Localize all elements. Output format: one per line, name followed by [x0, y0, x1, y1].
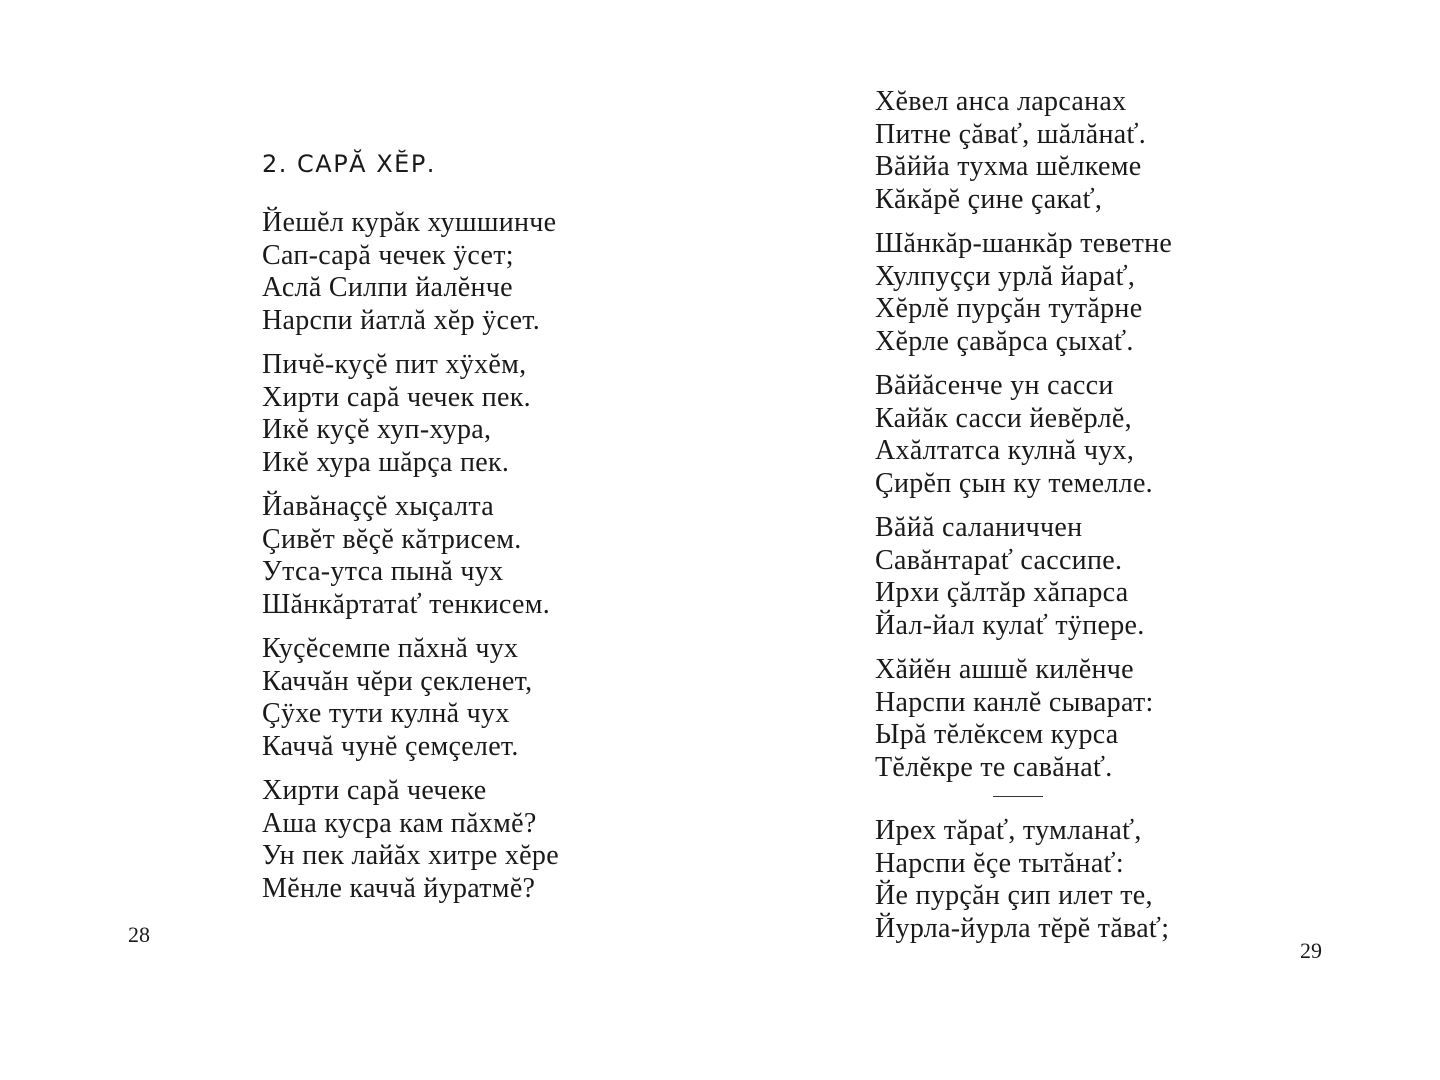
poem-line: Хĕрле çавăрса çыхаť. — [875, 325, 1134, 357]
poem-line: Ахăлтатса кулнă чух, — [875, 435, 1135, 466]
poem-line: Икĕ хура шăрçа пек. — [262, 446, 510, 478]
poem-line: Мĕнле каччă йуратмĕ? — [262, 872, 536, 904]
poem-line: Каччăн чĕри çекленет, — [262, 665, 533, 697]
poem-line: Вăйăсенче ун сасси — [875, 370, 1114, 401]
stanza — [875, 228, 1172, 358]
stanza — [262, 207, 559, 337]
poem-line: Савăнтараť сассипе. — [875, 544, 1123, 576]
stanza — [875, 815, 1172, 945]
poem-line: Ун пек лайăх хитре хĕре — [262, 840, 559, 871]
poem-line: Çивĕт вĕçĕ кăтрисем. — [262, 523, 522, 555]
poem-line: Кайăк сасси йевĕрлĕ, — [875, 402, 1132, 434]
poem-line: Шăнкăр-шанкăр теветне — [875, 228, 1173, 259]
stanza — [262, 349, 559, 479]
poem-line: Хирти сарă чечеке — [262, 775, 487, 806]
stanza — [875, 512, 1172, 642]
section-divider — [993, 796, 1043, 797]
poem-line: Каччă чунĕ çемçелет. — [262, 730, 519, 762]
stanza — [262, 633, 559, 763]
poem-line: Ирхи çăлтăр хăпарса — [875, 577, 1129, 608]
poem-line: Çÿхе тути кулнă чух — [262, 698, 510, 729]
poem-line: Хĕвел анса ларсанах — [875, 86, 1127, 117]
poem-line: Ырă тĕлĕксем курса — [875, 719, 1119, 750]
stanza — [875, 86, 1172, 216]
stanza — [875, 370, 1172, 500]
page-number-left: 28 — [128, 922, 150, 947]
poem-line: Куçĕсемпе пăхнă чух — [262, 633, 519, 664]
poem-line: Нарспи канлĕ сыварат: — [875, 686, 1154, 718]
poem-line: Ирех тăраť, тумланаť, — [875, 815, 1142, 846]
poem-line: Йешĕл курăк хушшинче — [262, 207, 557, 238]
poem-line: Аслă Силпи йалĕнче — [262, 272, 513, 303]
stanza — [875, 654, 1172, 784]
poem-line: Йавăнаççĕ хыçалта — [262, 491, 494, 522]
poem-line: Пичĕ-куçĕ пит хÿхĕм, — [262, 349, 527, 380]
poem-line: Çирĕп çын ку темелле. — [875, 467, 1153, 499]
poem-line: Кăкăрĕ çине çакаť, — [875, 183, 1103, 215]
poem-line: Шăнкăртатаť тенкисем. — [262, 588, 551, 620]
poem-line: Йурла-йурла тĕрĕ тăваť; — [875, 912, 1170, 944]
poem-line: Йе пурçăн çип илет те, — [875, 880, 1153, 911]
poem-line: Хулпуççи урлă йараť, — [875, 260, 1136, 292]
poem-line: Нарспи йатлă хĕр ÿсет. — [262, 304, 541, 336]
poem-line: Питне çăваť, шăлăнаť. — [875, 118, 1147, 150]
poem-line: Тĕлĕкре те савăнаť. — [875, 751, 1113, 783]
poem-line: Утса-утса пынă чух — [262, 556, 504, 587]
poem-title: 2. САРĂ ХĔР. — [262, 150, 436, 178]
stanza — [262, 491, 559, 621]
poem-line: Хирти сарă чечек пек. — [262, 381, 531, 413]
stanza — [262, 775, 559, 905]
poem-line: Сап-сарă чечек ÿсет; — [262, 239, 514, 271]
poem-line: Хăйĕн ашшĕ килĕнче — [875, 654, 1134, 685]
poem-line: Икĕ куçĕ хуп-хура, — [262, 414, 492, 445]
page-number-right: 29 — [1300, 938, 1322, 963]
poem-line: Вăййа тухма шĕлкеме — [875, 151, 1142, 182]
poem-line: Аша кусра кам пăхмĕ? — [262, 807, 537, 839]
poem-line: Нарспи ĕçе тытăнаť: — [875, 847, 1124, 879]
right-page — [720, 0, 1440, 1080]
right-poem — [875, 86, 1172, 957]
poem-line: Хĕрлĕ пурçăн тутăрне — [875, 293, 1143, 324]
poem-line: Вăйă саланиччен — [875, 512, 1083, 543]
left-poem — [262, 207, 559, 917]
poem-line: Йал-йал кулаť тÿпере. — [875, 609, 1145, 641]
